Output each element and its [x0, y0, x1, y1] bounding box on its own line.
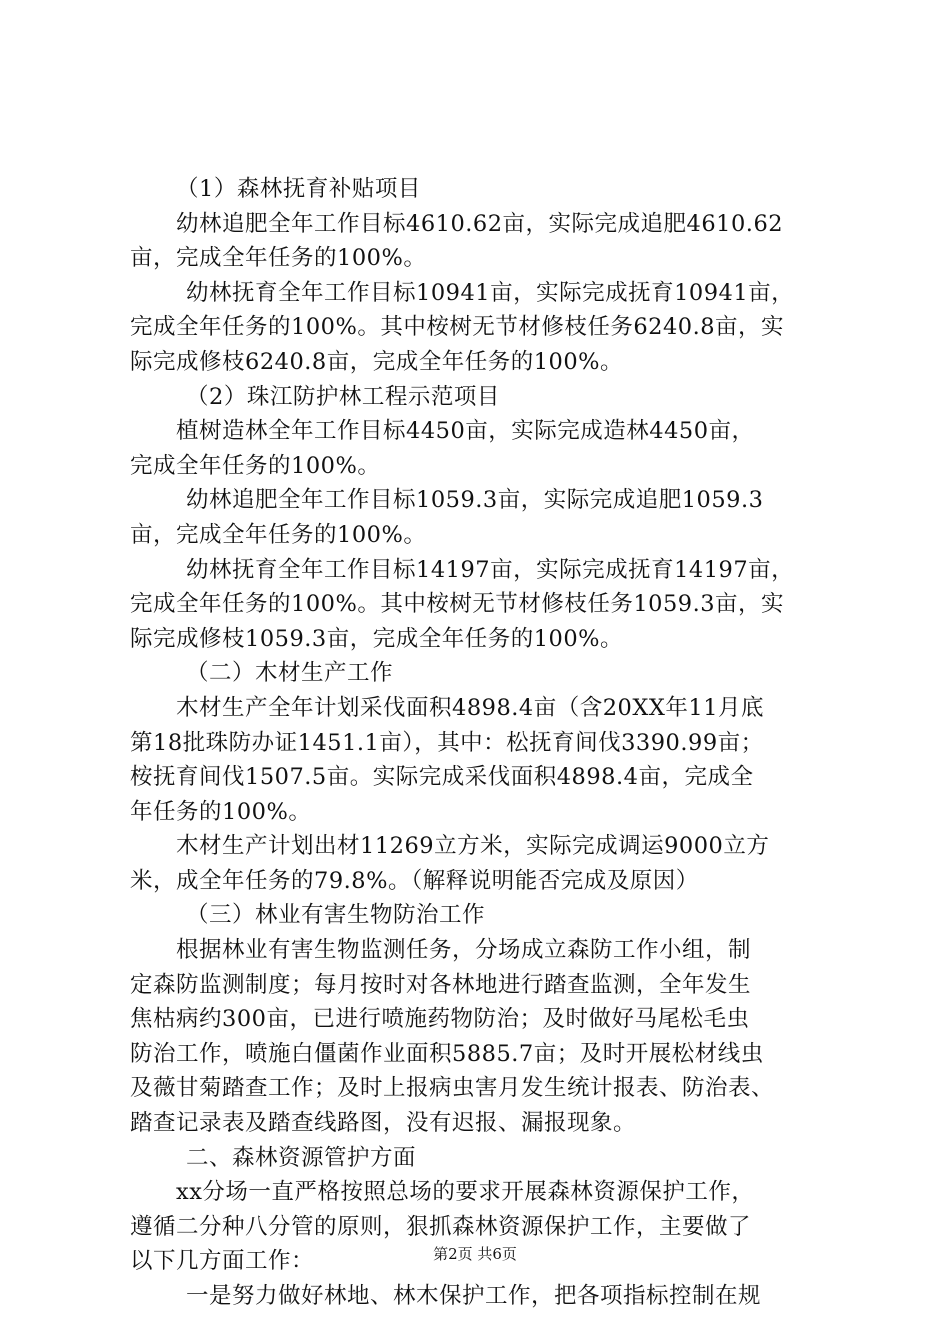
paragraph-line: 桉抚育间伐1507.5亩。实际完成采伐面积4898.4亩，完成全: [130, 764, 754, 791]
paragraph-line: 幼林抚育全年工作目标10941亩，实际完成抚育10941亩，: [186, 279, 795, 306]
paragraph-line: 木材生产全年计划采伐面积4898.4亩（含20XX年11月底: [176, 694, 765, 721]
paragraph-line: 一是努力做好林地、林木保护工作，把各项指标控制在规: [186, 1283, 762, 1309]
paragraph-line: 年任务的100%。: [130, 798, 312, 825]
paragraph-line: xx分场一直严格按照总场的要求开展森林资源保护工作，: [176, 1179, 755, 1206]
paragraph-line: 际完成修枝6240.8亩，完成全年任务的100%。: [130, 348, 624, 375]
paragraph-line: 根据林业有害生物监测任务，分场成立森防工作小组，制: [176, 937, 752, 964]
page-number-footer: 第2页 共6页: [433, 1245, 517, 1263]
paragraph-line: 幼林抚育全年工作目标14197亩，实际完成抚育14197亩，: [186, 556, 795, 583]
paragraph-line: 防治工作，喷施白僵菌作业面积5885.7亩；及时开展松材线虫: [130, 1040, 764, 1067]
document-body: [130, 172, 835, 1314]
paragraph-line: 木材生产计划出材11269立方米，实际完成调运9000立方: [176, 833, 770, 860]
paragraph-line: 完成全年任务的100%。其中桉树无节材修枝任务1059.3亩，实: [130, 591, 785, 618]
paragraph-line: 植树造林全年工作目标4450亩，实际完成造林4450亩，: [176, 418, 755, 445]
section-heading: （二）木材生产工作: [186, 660, 394, 687]
paragraph-line: 踏查记录表及踏查线路图，没有迟报、漏报现象。: [130, 1110, 637, 1137]
paragraph-line: 亩，完成全年任务的100%。: [130, 245, 427, 272]
paragraph-line: 幼林追肥全年工作目标4610.62亩，实际完成追肥4610.62: [176, 210, 784, 237]
paragraph-line: 以下几方面工作：: [130, 1248, 315, 1275]
paragraph-line: 遵循二分种八分管的原则，狠抓森林资源保护工作，主要做了: [130, 1213, 752, 1240]
paragraph-line: 第18批珠防办证1451.1亩），其中：松抚育间伐3390.99亩；: [130, 729, 764, 756]
section-heading: 二、森林资源管护方面: [186, 1144, 417, 1171]
paragraph-line: 米，成全年任务的79.8%。（解释说明能否完成及原因）: [130, 867, 699, 894]
paragraph-line: 完成全年任务的100%。其中桉树无节材修枝任务6240.8亩，实: [130, 314, 785, 341]
paragraph-line: 焦枯病约300亩，已进行喷施药物防治；及时做好马尾松毛虫: [130, 1006, 750, 1033]
paragraph-line: 亩，完成全年任务的100%。: [130, 521, 427, 548]
paragraph-line: 完成全年任务的100%。: [130, 452, 381, 479]
paragraph-line: 幼林追肥全年工作目标1059.3亩，实际完成追肥1059.3: [186, 487, 764, 514]
paragraph-line: 定森防监测制度；每月按时对各林地进行踏查监测，全年发生: [130, 971, 752, 998]
section-heading: （三）林业有害生物防治工作: [186, 902, 486, 929]
paragraph-line: 及薇甘菊踏查工作；及时上报病虫害月发生统计报表、防治表、: [130, 1075, 775, 1102]
paragraph-line: 际完成修枝1059.3亩，完成全年任务的100%。: [130, 625, 624, 652]
section-heading: （2）珠江防护林工程示范项目: [186, 383, 500, 410]
section-heading: （1）森林抚育补贴项目: [176, 176, 421, 202]
